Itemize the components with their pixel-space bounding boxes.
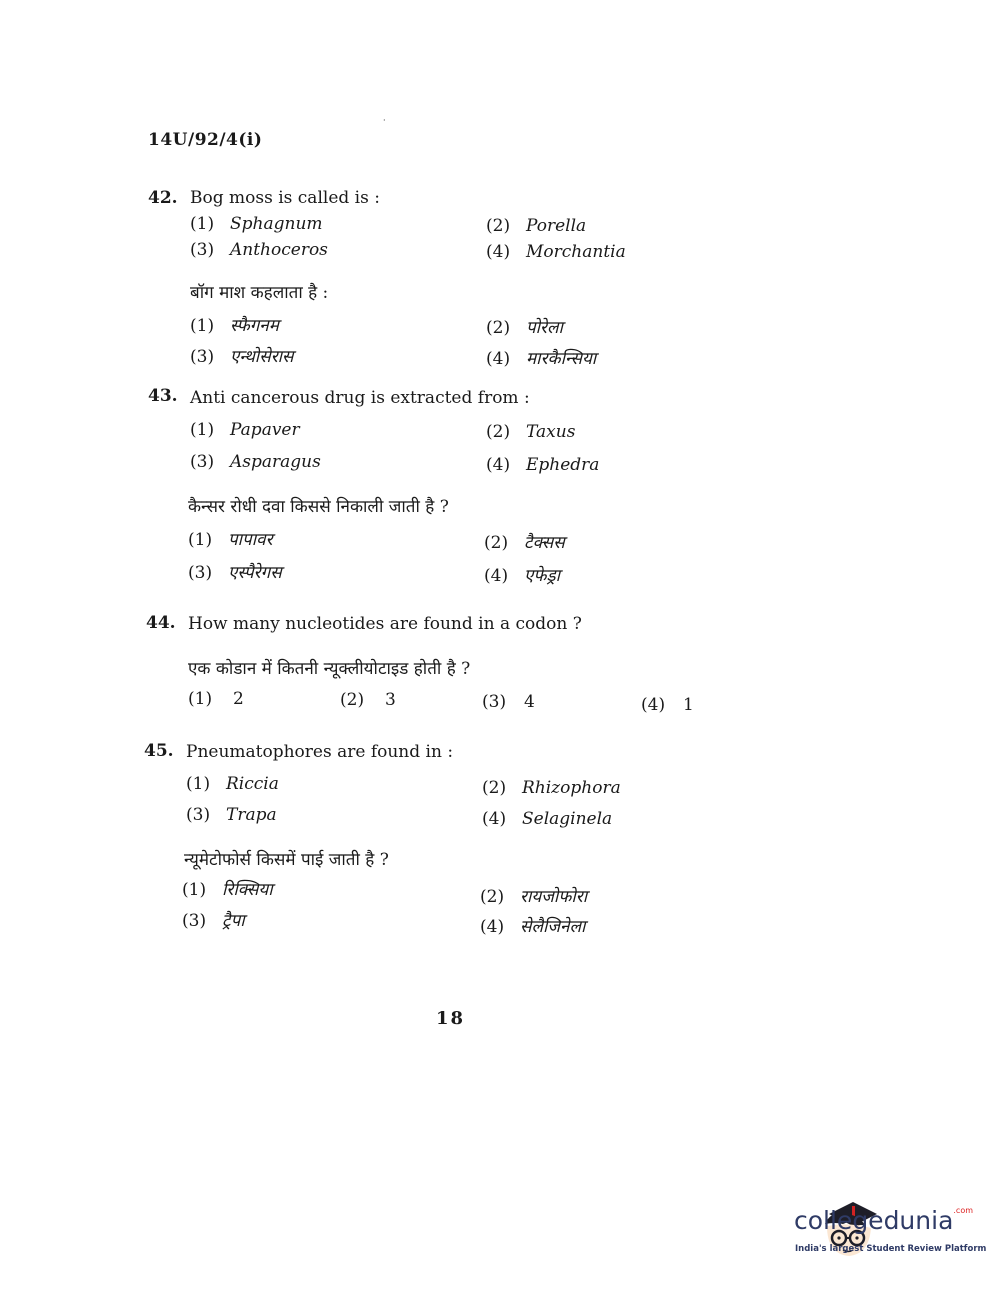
- q43-en-option-4: (4) Ephedra: [486, 455, 600, 475]
- q45-hi-option-2: (2) रायजोफोरा: [480, 887, 588, 907]
- question-45-number: 45.: [144, 741, 174, 761]
- question-44-number: 44.: [146, 613, 176, 633]
- q45-en-option-3: (3) Trapa: [186, 805, 277, 825]
- question-43-number: 43.: [148, 386, 178, 406]
- q43-hi-option-3: (3) एस्पैरेगस: [188, 563, 282, 583]
- q45-hi-option-4: (4) सेलैजिनेला: [480, 917, 586, 937]
- question-42-number: 42.: [148, 188, 178, 208]
- q45-en-option-1: (1) Riccia: [186, 774, 279, 794]
- watermark-tagline: India's largest Student Review Platform: [795, 1244, 987, 1254]
- q44-option-1: (1) 2: [188, 689, 244, 709]
- question-42-text-hi: बॉग माश कहलाता है :: [190, 283, 329, 303]
- stray-mark: ·: [383, 116, 386, 125]
- q45-hi-option-3: (3) ट्रैपा: [182, 911, 245, 931]
- q42-en-option-3: (3) Anthoceros: [190, 240, 328, 260]
- q42-hi-option-1: (1) स्फैगनम: [190, 316, 279, 336]
- q45-hi-option-1: (1) रिक्सिया: [182, 880, 273, 900]
- q44-option-3: (3) 4: [482, 692, 535, 712]
- q42-en-option-2: (2) Porella: [486, 216, 587, 236]
- q43-en-option-2: (2) Taxus: [486, 422, 576, 442]
- question-45-text-en: Pneumatophores are found in :: [186, 742, 454, 762]
- question-44-text-en: How many nucleotides are found in a codon ?: [188, 614, 582, 634]
- q43-en-option-1: (1) Papaver: [190, 420, 300, 440]
- q42-en-option-1: (1) Sphagnum: [190, 214, 323, 234]
- q44-option-4: (4) 1: [641, 695, 694, 715]
- page-number: 18: [436, 1008, 466, 1029]
- q43-hi-option-1: (1) पापावर: [188, 530, 273, 550]
- q43-hi-option-4: (4) एफेड्रा: [484, 566, 561, 586]
- question-43-text-hi: कैन्सर रोधी दवा किससे निकाली जाती है ?: [188, 497, 449, 517]
- q42-en-option-4: (4) Morchantia: [486, 242, 626, 262]
- q45-en-option-4: (4) Selaginela: [482, 809, 613, 829]
- q42-hi-option-2: (2) पोरेला: [486, 318, 563, 338]
- question-45-text-hi: न्यूमेटोफोर्स किसमें पाई जाती है ?: [184, 850, 389, 870]
- question-44-text-hi: एक कोडान में कितनी न्यूक्लीयोटाइड होती है ?: [188, 659, 471, 679]
- q42-hi-option-4: (4) मारकैन्सिया: [486, 349, 597, 369]
- watermark-brand: collegedunia$^{.com}$: [794, 1206, 974, 1235]
- question-42-text-en: Bog moss is called is :: [190, 188, 380, 208]
- question-43-text-en: Anti cancerous drug is extracted from :: [190, 388, 530, 408]
- paper-code: 14U/92/4(i): [148, 130, 263, 150]
- q43-en-option-3: (3) Asparagus: [190, 452, 321, 472]
- q44-option-2: (2) 3: [340, 690, 396, 710]
- q45-en-option-2: (2) Rhizophora: [482, 778, 621, 798]
- q43-hi-option-2: (2) टैक्सस: [484, 533, 565, 553]
- q42-hi-option-3: (3) एन्थोसेरास: [190, 347, 294, 367]
